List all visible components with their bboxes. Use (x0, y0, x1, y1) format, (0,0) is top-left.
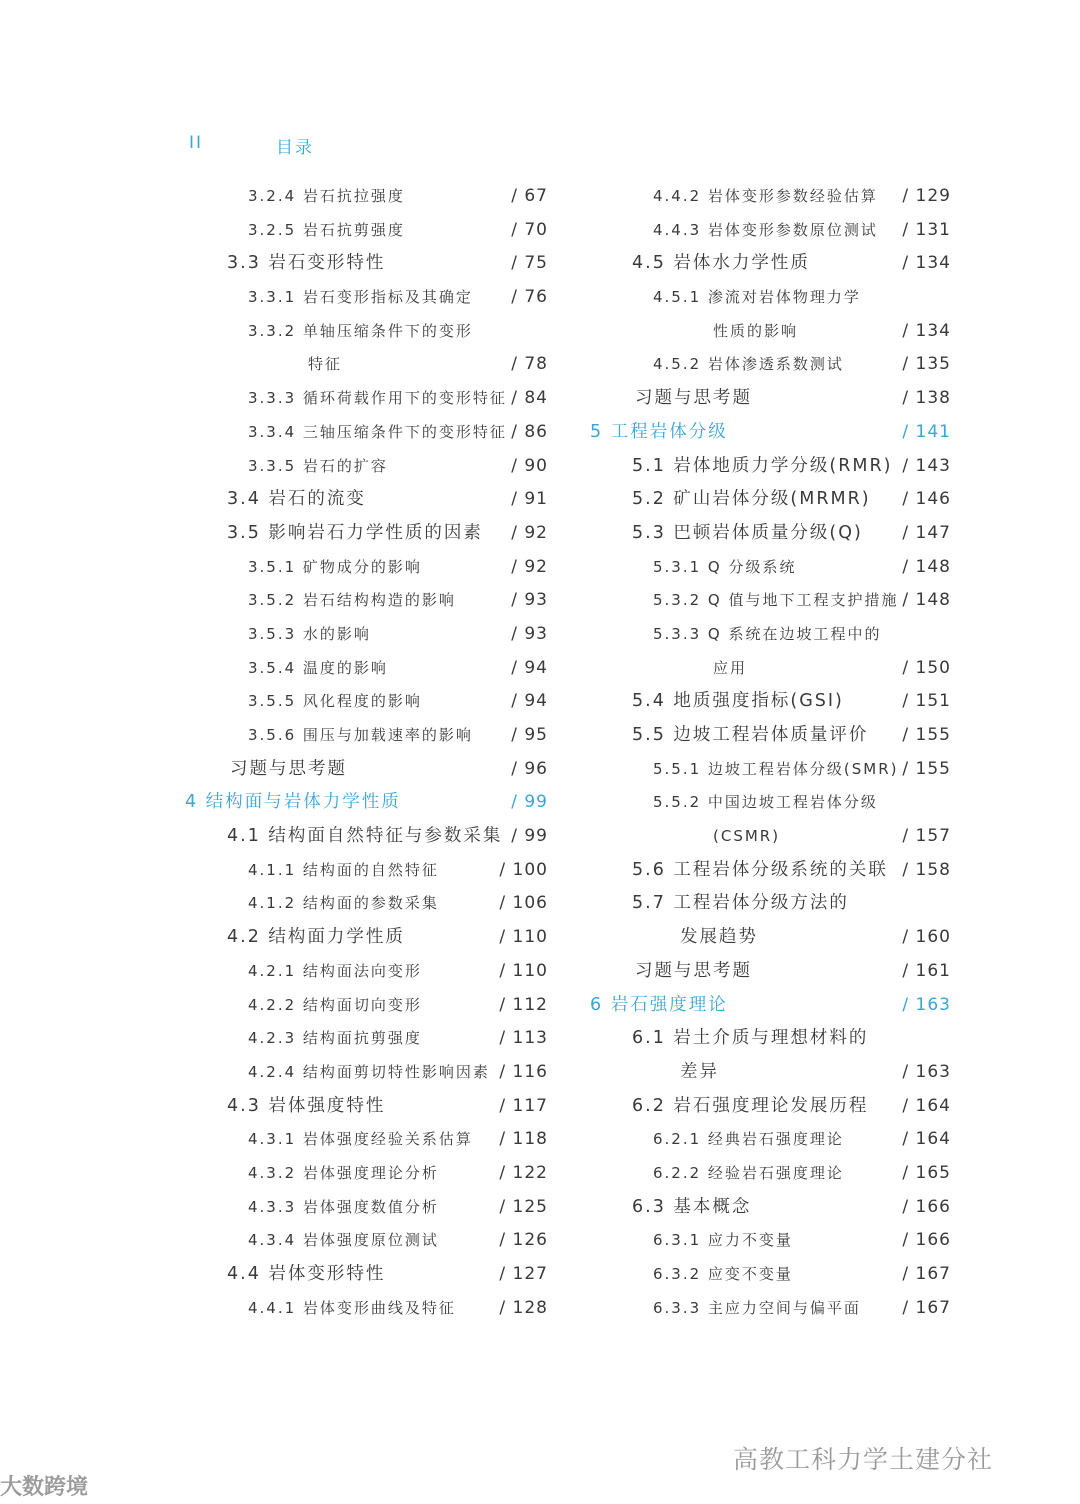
toc-entry-page: / 100 (499, 859, 548, 880)
toc-entry[interactable] (585, 753, 953, 787)
toc-entry-page: / 138 (902, 388, 951, 409)
toc-entry-page: / 157 (902, 826, 951, 847)
toc-entry-page: / 67 (511, 186, 548, 206)
toc-entry[interactable] (180, 685, 550, 719)
toc-entry[interactable] (585, 517, 953, 551)
toc-entry[interactable] (585, 416, 953, 450)
toc-entry[interactable] (585, 1022, 953, 1056)
toc-entry[interactable] (180, 1123, 550, 1157)
toc-entry-label: 5.5.1 边坡工程岩体分级(SMR) (653, 759, 899, 778)
toc-entry[interactable] (180, 450, 550, 484)
toc-entry-label: 3.5.4 温度的影响 (248, 658, 388, 677)
toc-entry-page: / 94 (511, 657, 548, 678)
toc-entry-label: 4.1.2 结构面的参数采集 (248, 894, 439, 913)
toc-entry[interactable] (585, 652, 953, 686)
toc-entry-label: 3.4 岩石的流变 (227, 489, 366, 510)
toc-entry-label: 习题与思考题 (635, 960, 752, 981)
toc-entry[interactable] (180, 989, 550, 1023)
toc-entry[interactable] (585, 1123, 953, 1157)
toc-entry-label: 4.5 岩体水力学性质 (632, 253, 810, 274)
toc-right-column (585, 180, 953, 1325)
toc-entry-label: 4.3.3 岩体强度数值分析 (248, 1197, 439, 1216)
toc-entry[interactable] (180, 820, 550, 854)
toc-entry[interactable] (585, 483, 953, 517)
toc-entry-page: / 165 (902, 1162, 951, 1183)
toc-entry-page: / 117 (499, 1095, 548, 1116)
toc-entry-label: 6.3.3 主应力空间与偏平面 (653, 1298, 861, 1317)
toc-entry[interactable] (585, 1090, 953, 1124)
toc-entry-page: / 131 (902, 219, 951, 240)
toc-entry-page: / 94 (511, 691, 548, 712)
toc-entry-label: 4.2.3 结构面抗剪强度 (248, 1029, 422, 1048)
toc-entry-label: 性质的影响 (713, 321, 799, 340)
toc-entry-page: / 147 (902, 522, 951, 543)
toc-entry[interactable] (180, 1292, 550, 1326)
toc-entry-label: 5.4 地质强度指标(GSI) (632, 691, 844, 712)
toc-entry[interactable] (180, 584, 550, 618)
toc-entry-page: / 84 (511, 388, 548, 409)
toc-entry-page: / 76 (511, 287, 548, 308)
toc-entry-page: / 99 (511, 792, 548, 813)
toc-entry[interactable] (180, 1258, 550, 1292)
toc-entry-page: / 163 (902, 1061, 951, 1082)
toc-entry-page: / 125 (499, 1196, 548, 1217)
toc-entry-label: 4.3 岩体强度特性 (227, 1095, 386, 1116)
toc-entry-page: / 135 (902, 354, 951, 375)
toc-entry-page: / 110 (499, 960, 548, 981)
toc-entry-label: 4.4.1 岩体变形曲线及特征 (248, 1298, 456, 1317)
toc-entry-label: 4.4.3 岩体变形参数原位测试 (653, 220, 878, 239)
toc-entry[interactable] (180, 1090, 550, 1124)
toc-entry-page: / 93 (511, 590, 548, 611)
toc-entry-page: / 96 (511, 758, 548, 779)
toc-entry-page: / 116 (499, 1061, 548, 1082)
toc-entry[interactable] (585, 450, 953, 484)
toc-entry[interactable] (180, 1191, 550, 1225)
toc-entry-label: 习题与思考题 (635, 388, 752, 409)
toc-entry-page: / 78 (511, 354, 548, 375)
toc-entry-label: 3.5.1 矿物成分的影响 (248, 557, 422, 576)
toc-entry-label: 3.5.5 风化程度的影响 (248, 692, 422, 711)
toc-entry-page: / 167 (902, 1264, 951, 1284)
toc-entry[interactable] (585, 1056, 953, 1090)
toc-entry-label: 5.1 岩体地质力学分级(RMR) (632, 455, 893, 476)
toc-entry-label: 3.3.5 岩石的扩容 (248, 456, 388, 475)
toc-entry-page: / 93 (511, 623, 548, 644)
toc-entry[interactable] (585, 719, 953, 753)
toc-entry-page: / 134 (902, 253, 951, 274)
page-title: 目录 (276, 138, 314, 158)
toc-entry[interactable] (180, 483, 550, 517)
toc-entry-label: 3.3.1 岩石变形指标及其确定 (248, 288, 473, 307)
toc-entry-page: / 128 (499, 1297, 548, 1318)
toc-entry-label: 差异 (680, 1061, 719, 1082)
toc-entry-label: 应用 (713, 658, 748, 677)
toc-entry[interactable] (585, 1258, 953, 1292)
toc-entry[interactable] (180, 214, 550, 248)
toc-entry[interactable] (585, 315, 953, 349)
toc-entry[interactable] (180, 854, 550, 888)
toc-entry-label: 6.2 岩石强度理论发展历程 (632, 1095, 869, 1116)
page-number: II (189, 133, 204, 153)
toc-entry-page: / 143 (902, 455, 951, 476)
toc-entry-label: 6.3.2 应变不变量 (653, 1265, 793, 1283)
toc-entry-label: 4.4 岩体变形特性 (227, 1264, 386, 1284)
toc-entry-page: / 155 (902, 758, 951, 779)
toc-entry-label: 5 工程岩体分级 (590, 421, 728, 442)
toc-entry[interactable] (180, 1022, 550, 1056)
toc-entry[interactable] (180, 348, 550, 382)
toc-entry[interactable] (585, 887, 953, 921)
toc-entry-page: / 167 (902, 1297, 951, 1318)
toc-entry-label: 5.3 巴顿岩体质量分级(Q) (632, 522, 863, 543)
toc-entry[interactable] (180, 517, 550, 551)
toc-entry[interactable] (585, 820, 953, 854)
toc-entry[interactable] (585, 955, 953, 989)
toc-entry-page: / 91 (511, 489, 548, 510)
toc-entry-page: / 92 (511, 522, 548, 543)
toc-entry-page: / 148 (902, 590, 951, 611)
toc-entry-label: 4.3.1 岩体强度经验关系估算 (248, 1130, 473, 1149)
toc-entry[interactable] (585, 247, 953, 281)
toc-entry-label: 4.5.1 渗流对岩体物理力学 (653, 288, 861, 307)
toc-entry[interactable] (585, 854, 953, 888)
toc-entry[interactable] (180, 1056, 550, 1090)
toc-entry-page: / 160 (902, 927, 951, 948)
toc-entry[interactable] (585, 348, 953, 382)
toc-entry-page: / 141 (902, 421, 951, 442)
toc-entry-page: / 86 (511, 421, 548, 442)
toc-entry-page: / 151 (902, 691, 951, 712)
toc-entry[interactable] (180, 955, 550, 989)
toc-entry-label: 5.5 边坡工程岩体质量评价 (632, 725, 869, 745)
toc-entry-label: 5.3.1 Q 分级系统 (653, 557, 797, 576)
toc-entry-page: / 129 (902, 186, 951, 206)
toc-entry[interactable] (180, 1224, 550, 1258)
toc-entry[interactable] (585, 584, 953, 618)
toc-entry-page: / 150 (902, 657, 951, 678)
toc-entry-label: 3.5 影响岩石力学性质的因素 (227, 522, 483, 543)
toc-entry[interactable] (585, 1224, 953, 1258)
toc-entry-page: / 106 (499, 893, 548, 914)
toc-entry-label: 3.2.4 岩石抗拉强度 (248, 187, 405, 205)
toc-entry-label: 5.6 工程岩体分级系统的关联 (632, 859, 888, 880)
toc-entry-page: / 112 (499, 994, 548, 1015)
toc-entry[interactable] (180, 281, 550, 315)
toc-entry[interactable] (180, 180, 550, 214)
toc-entry-label: (CSMR) (713, 827, 781, 846)
toc-entry[interactable] (585, 685, 953, 719)
toc-entry-label: 5.3.3 Q 系统在边坡工程中的 (653, 624, 882, 643)
toc-entry-label: 3.2.5 岩石抗剪强度 (248, 220, 405, 239)
toc-entry-label: 3.3.3 循环荷载作用下的变形特征 (248, 389, 507, 408)
toc-entry-label: 3.3.4 三轴压缩条件下的变形特征 (248, 422, 507, 441)
toc-entry[interactable] (585, 214, 953, 248)
toc-entry-page: / 155 (902, 725, 951, 745)
toc-entry[interactable] (585, 989, 953, 1023)
toc-entry[interactable] (180, 887, 550, 921)
toc-entry[interactable] (180, 382, 550, 416)
toc-entry-label: 4.2 结构面力学性质 (227, 927, 405, 948)
toc-entry-page: / 126 (499, 1230, 548, 1251)
toc-entry-page: / 146 (902, 489, 951, 510)
toc-entry-page: / 92 (511, 556, 548, 577)
toc-entry-label: 3.3.2 单轴压缩条件下的变形 (248, 321, 473, 340)
toc-entry-label: 习题与思考题 (230, 758, 347, 779)
toc-entry-page: / 113 (499, 1028, 548, 1049)
toc-entry-label: 4.3.4 岩体强度原位测试 (248, 1231, 439, 1250)
toc-entry[interactable] (585, 551, 953, 585)
watermark-bottom-left: 大数跨境 (0, 1475, 89, 1500)
toc-entry[interactable] (585, 1191, 953, 1225)
toc-entry-page: / 164 (902, 1129, 951, 1150)
toc-entry-label: 3.5.2 岩石结构构造的影响 (248, 591, 456, 610)
toc-entry-page: / 118 (499, 1129, 548, 1150)
toc-entry-page: / 122 (499, 1162, 548, 1183)
toc-entry-label: 4.2.1 结构面法向变形 (248, 961, 422, 980)
toc-entry-page: / 110 (499, 927, 548, 948)
toc-entry-label: 4 结构面与岩体力学性质 (185, 792, 401, 813)
toc-entry[interactable] (585, 1292, 953, 1326)
toc-entry-label: 3.5.6 围压与加载速率的影响 (248, 726, 473, 744)
toc-entry-label: 4.4.2 岩体变形参数经验估算 (653, 187, 878, 205)
toc-entry[interactable] (180, 921, 550, 955)
toc-entry[interactable] (180, 416, 550, 450)
toc-entry-label: 5.7 工程岩体分级方法的 (632, 893, 849, 914)
toc-entry-page: / 163 (902, 994, 951, 1015)
toc-entry-page: / 166 (902, 1230, 951, 1251)
toc-entry-page: / 99 (511, 826, 548, 847)
toc-entry-label: 5.5.2 中国边坡工程岩体分级 (653, 793, 878, 812)
watermark-bottom-right: 高教工科力学土建分社 (733, 1445, 994, 1474)
toc-entry-page: / 166 (902, 1196, 951, 1217)
toc-entry-label: 4.1 结构面自然特征与参数采集 (227, 826, 503, 847)
toc-entry[interactable] (180, 786, 550, 820)
toc-entry[interactable] (180, 652, 550, 686)
toc-entry-label: 6.2.2 经验岩石强度理论 (653, 1163, 844, 1182)
toc-entry-label: 特征 (308, 355, 343, 374)
toc-entry-label: 6 岩石强度理论 (590, 994, 728, 1015)
toc-entry-label: 4.1.1 结构面的自然特征 (248, 860, 439, 879)
toc-entry-label: 6.2.1 经典岩石强度理论 (653, 1130, 844, 1149)
toc-entry-page: / 158 (902, 859, 951, 880)
toc-entry[interactable] (180, 315, 550, 349)
toc-entry[interactable] (585, 786, 953, 820)
toc-entry-page: / 127 (499, 1264, 548, 1284)
toc-entry-label: 6.3 基本概念 (632, 1196, 752, 1217)
toc-entry-label: 5.3.2 Q 值与地下工程支护措施 (653, 591, 899, 610)
toc-entry-label: 6.1 岩土介质与理想材料的 (632, 1028, 869, 1049)
toc-entry-label: 3.3 岩石变形特性 (227, 253, 386, 274)
toc-entry-label: 5.2 矿山岩体分级(MRMR) (632, 489, 871, 510)
toc-entry-page: / 90 (511, 455, 548, 476)
toc-entry[interactable] (180, 618, 550, 652)
toc-entry-page: / 95 (511, 725, 548, 745)
toc-entry[interactable] (180, 247, 550, 281)
toc-entry-label: 3.5.3 水的影响 (248, 624, 371, 643)
toc-entry[interactable] (585, 180, 953, 214)
toc-entry-label: 6.3.1 应力不变量 (653, 1231, 793, 1250)
toc-entry-label: 4.2.4 结构面剪切特性影响因素 (248, 1062, 490, 1081)
toc-entry-page: / 75 (511, 253, 548, 274)
toc-entry-page: / 164 (902, 1095, 951, 1116)
toc-entry[interactable] (585, 382, 953, 416)
toc-entry-label: 发展趋势 (680, 927, 758, 948)
toc-entry-page: / 148 (902, 556, 951, 577)
toc-entry-page: / 70 (511, 219, 548, 240)
toc-entry[interactable] (180, 719, 550, 753)
toc-entry-page: / 161 (902, 960, 951, 981)
toc-entry[interactable] (180, 551, 550, 585)
toc-entry[interactable] (585, 281, 953, 315)
toc-entry[interactable] (180, 1157, 550, 1191)
toc-entry-page: / 134 (902, 320, 951, 341)
toc-entry[interactable] (585, 618, 953, 652)
toc-entry[interactable] (585, 1157, 953, 1191)
toc-left-column (180, 180, 550, 1325)
toc-entry[interactable] (585, 921, 953, 955)
toc-entry-label: 4.2.2 结构面切向变形 (248, 995, 422, 1014)
toc-entry-label: 4.5.2 岩体渗透系数测试 (653, 355, 844, 374)
toc-entry[interactable] (180, 753, 550, 787)
toc-entry-label: 4.3.2 岩体强度理论分析 (248, 1163, 439, 1182)
